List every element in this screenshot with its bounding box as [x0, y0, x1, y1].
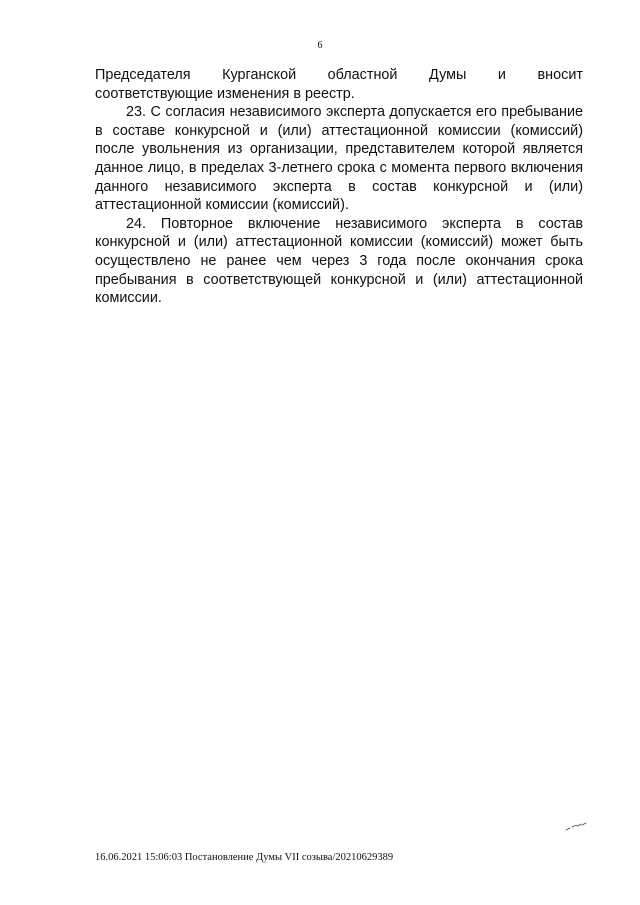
page-number: 6 — [317, 40, 323, 51]
paragraph-number: 24. — [126, 215, 147, 232]
paragraph-number: 23. — [126, 104, 147, 121]
continuation-word: Председателя — [95, 67, 191, 83]
continuation-word: областной — [327, 67, 398, 83]
paragraph-text: Повторное включение независимого эксперта в состав конкурсной и (или) аттестационной комиссии (комиссий) может быть осуществлено не ранее чем через 3 года после окончания срока пребывания в соответствующей конкурсной и (или) аттестационной комиссии. — [95, 215, 584, 307]
paragraph-24 — [95, 215, 583, 308]
continuation-line-1 — [95, 66, 583, 85]
continuation-line-2: соответствующие изменения в реестр. — [95, 85, 355, 102]
continuation-word: и — [497, 67, 506, 83]
continuation-word: Курганской — [222, 67, 297, 83]
document-body — [95, 66, 583, 308]
paragraph-text: С согласия независимого эксперта допускается его пребывание в составе конкурсной и (или) аттестационной комиссии (комиссий) после увольнения из организации, представителем которой является данное лицо, в пределах 3-летнего срока с момента первого включения данного независимого эксперта в состав конкурсной и (или) аттестационной комиссии (комиссий). — [95, 104, 583, 214]
continuation-word: вносит — [537, 67, 583, 83]
footer-registration-stamp: 16.06.2021 15:06:03 Постановление Думы VII созыва/20210629389 — [95, 852, 394, 863]
continuation-word: Думы — [429, 67, 467, 83]
paragraph-23 — [95, 103, 583, 215]
pen-mark-icon — [565, 822, 587, 832]
